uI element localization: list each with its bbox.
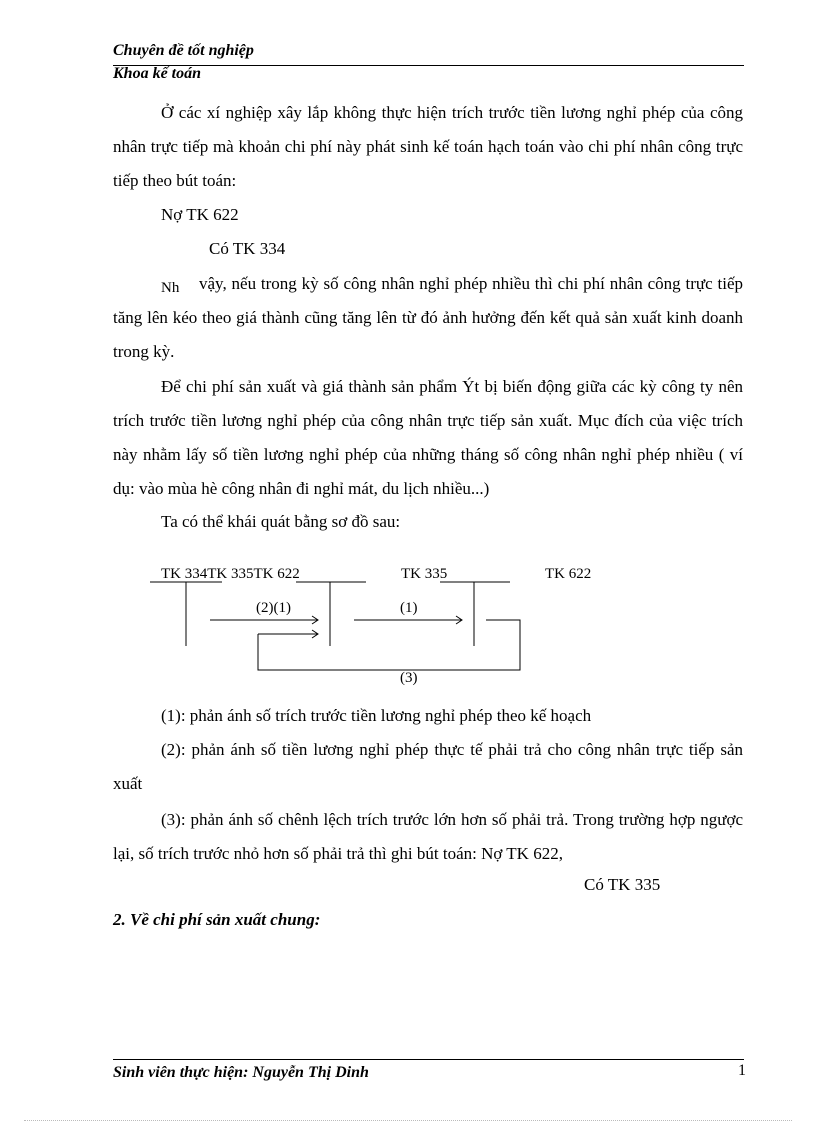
entry-credit-334: Có TK 334 xyxy=(209,239,286,258)
paragraph-4: Ta có thể khái quát bằng sơ đồ sau: xyxy=(161,512,401,531)
note-3: (3): phản ánh số chênh lệch trích trước lớn hơn số phải trả. Trong trường hợp ngược lại, số trích trước nhỏ hơn số phải trả thì ghi bút toán: Nợ TK 622, xyxy=(113,810,743,863)
page-number: 1 xyxy=(738,1062,746,1079)
footer-rule xyxy=(113,1059,744,1060)
paragraph-2-prefix: Nh xyxy=(161,280,180,296)
section-heading-2: 2. Về chi phí sản xuất chung: xyxy=(113,910,321,929)
note-2: (2): phản ánh số tiền lương nghỉ phép thực tế phải trả cho công nhân trực tiếp sản xuất xyxy=(113,740,743,793)
footer-student: Sinh viên thực hiện: Nguyễn Thị Dinh xyxy=(113,1064,369,1081)
diagram-arrow-label-1: (1) xyxy=(400,600,418,616)
diagram-arrow-label-2-1: (2)(1) xyxy=(256,600,291,616)
diagram-label-accounts-2: TK 335 xyxy=(401,566,448,582)
header-title: Chuyên đề tốt nghiệp xyxy=(113,42,254,59)
diagram-label-accounts-3: TK 622 xyxy=(545,566,592,582)
paragraph-2: vậy, nếu trong kỳ số công nhân nghỉ phép nhiều thì chi phí nhân công trực tiếp tăng lên kéo theo giá thành cũng tăng lên từ đó ảnh hưởng đến kết quả sản xuất kinh doanh trong kỳ. xyxy=(113,274,743,361)
entry-debit-622: Nợ TK 622 xyxy=(161,205,239,224)
header-department: Khoa kế toán xyxy=(113,65,202,82)
diagram-label-accounts-1: TK 334TK 335TK 622 xyxy=(161,566,300,582)
paragraph-3: Để chi phí sản xuất và giá thành sản phẩm Ýt bị biến động giữa các kỳ công ty nên trích trước tiền lương nghỉ phép của công nhân trực tiếp sản xuất. Mục đích của việc trích này nhằm lấy số tiền lương nghỉ phép của những tháng số công nhân nghỉ phép nhiều ( ví dụ: vào mùa hè công nhân đi nghỉ mát, du lịch nhiều...) xyxy=(113,377,743,498)
paragraph-1: Ở các xí nghiệp xây lắp không thực hiện trích trước tiền lương nghỉ phép của công nhân trực tiếp mà khoản chi phí này phát sinh kế toán hạch toán vào chi phí nhân công trực tiếp theo bút toán: xyxy=(113,103,743,190)
header-rule xyxy=(113,65,744,66)
note-1: (1): phản ánh số trích trước tiền lương nghỉ phép theo kế hoạch xyxy=(161,706,592,725)
page-bottom-border xyxy=(24,1120,792,1121)
diagram-arrow-label-3: (3) xyxy=(400,670,418,686)
accounting-flow-diagram xyxy=(0,560,816,690)
diagram-return-path-3 xyxy=(258,620,520,670)
entry-credit-335: Có TK 335 xyxy=(584,875,661,894)
